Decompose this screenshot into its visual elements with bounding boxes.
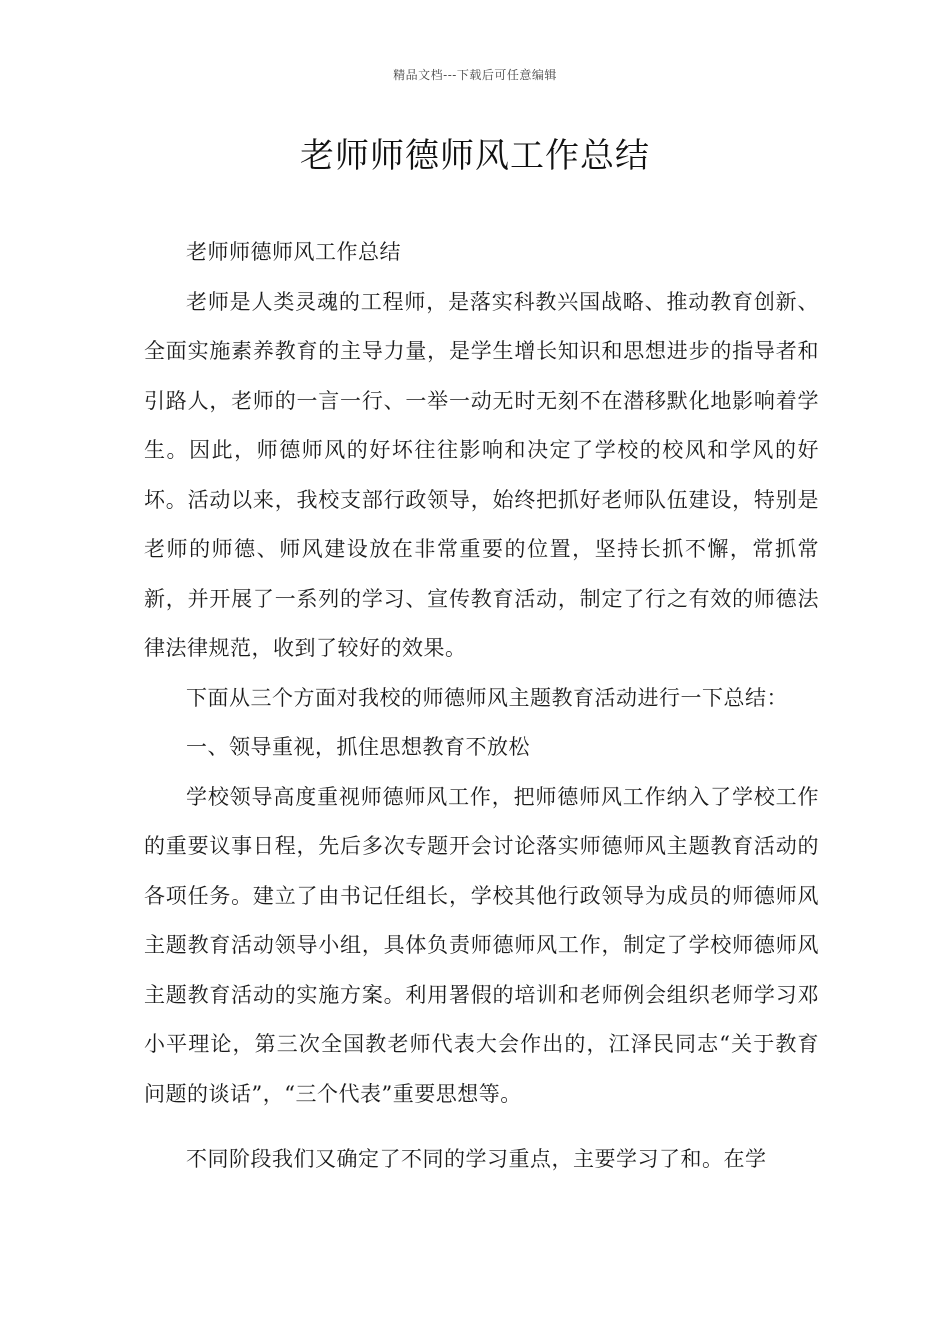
section-heading: 一、领导重视，抓住思想教育不放松 xyxy=(186,735,530,759)
paragraph-intro: 老师是人类灵魂的工程师，是落实科教兴国战略、推动教育创新、全面实施素养教育的主导力量，是学生增长知识和思想进步的指导者和引路人，老师的一言一行、一举一动无时无刻不在潜移默化地影响着学生。因此，师德师风的好坏往往影响和决定了学校的校风和学风的好坏。活动以来，我校支部行政领导，始终把抓好老师队伍建设，特别是老师的师德、师风建设放在非常重要的位置，坚持长抓不懈，常抓常新，并开展了一系列的学习、宣传教育活动，制定了行之有效的师德法律法律规范，收到了较好的效果。 xyxy=(144,289,819,660)
paragraph-leadership: 学校领导高度重视师德师风工作，把师德师风工作纳入了学校工作的重要议事日程，先后多次专题开会讨论落实师德师风主题教育活动的各项任务。建立了由书记任组长，学校其他行政领导为成员的师德师风主题教育活动领导小组，具体负责师德师风工作，制定了学校师德师风主题教育活动的实施方案。利用署假的培训和老师例会组织老师学习邓小平理论，第三次全国教老师代表大会作出的，江泽民同志“关于教育问题的谈话”，“三个代表”重要思想等。 xyxy=(144,784,819,1106)
paragraph-subtitle: 老师师德师风工作总结 xyxy=(186,240,401,264)
document-body xyxy=(144,228,819,1185)
paragraph-study-focus: 不同阶段我们又确定了不同的学习重点，主要学习了和。在学 xyxy=(186,1147,767,1171)
header-note: 精品文档---下载后可任意编辑 xyxy=(393,68,557,82)
document-title: 老师师德师风工作总结 xyxy=(300,136,650,176)
paragraph-overview: 下面从三个方面对我校的师德师风主题教育活动进行一下总结： xyxy=(186,685,788,710)
